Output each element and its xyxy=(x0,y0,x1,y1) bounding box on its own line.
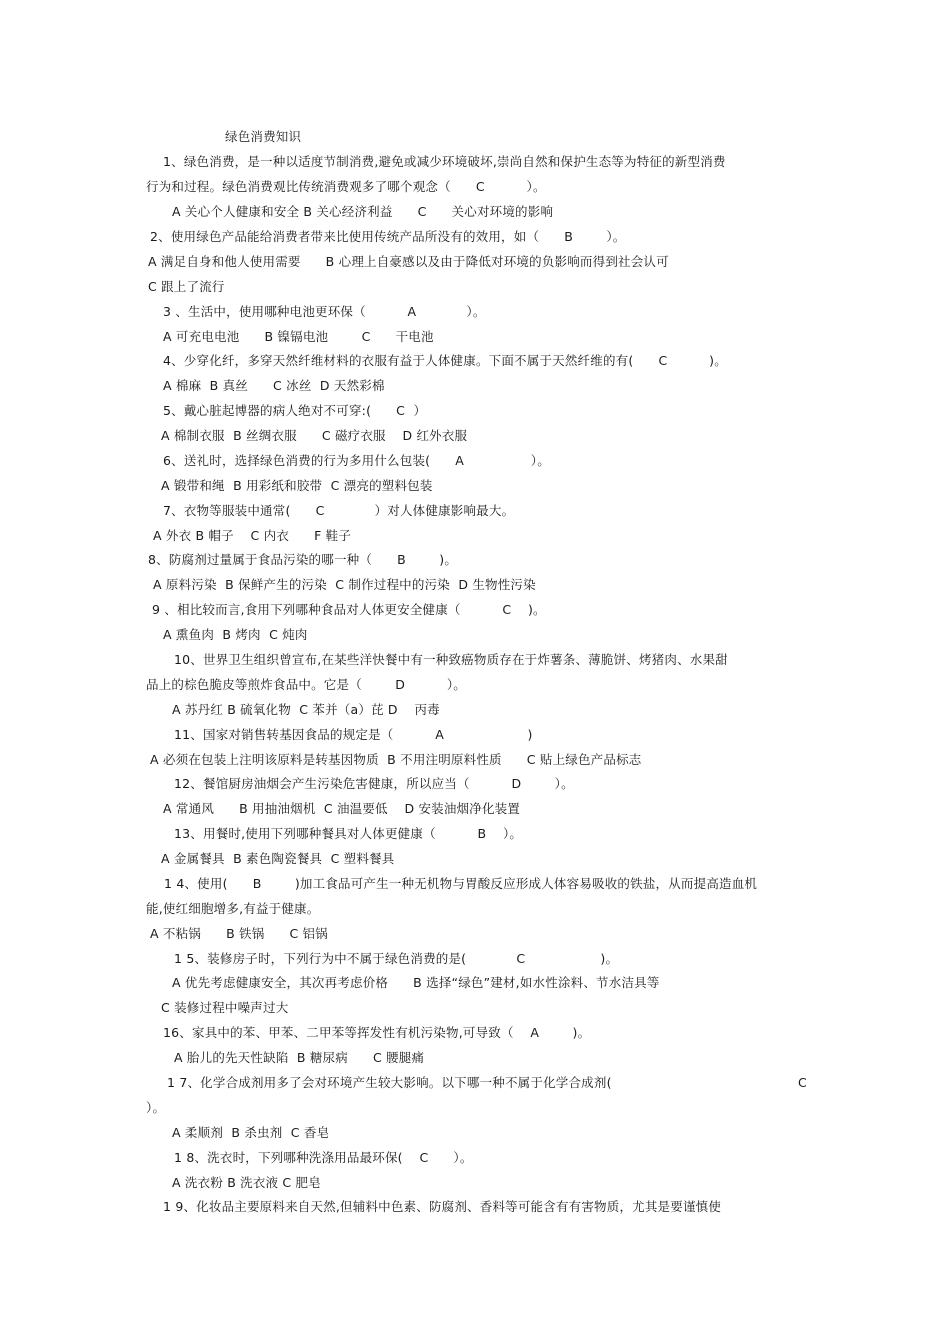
q1-options: A 关心个人健康和安全 B 关心经济利益 C 关心对环境的影响 xyxy=(172,204,554,219)
q2-options-cont: C 跟上了流行 xyxy=(148,279,225,294)
q17-answer: C xyxy=(798,1075,807,1090)
q4-line-1: 4、少穿化纤，多穿天然纤维材料的衣服有益于人体健康。下面不属于天然纤维的有( C )。 xyxy=(163,353,727,368)
document-title: 绿色消费知识 xyxy=(225,129,302,144)
q7-options: A 外衣 B 帽子 C 内衣 F 鞋子 xyxy=(153,528,352,543)
q11-options: A 必须在包装上注明该原料是转基因物质 B 不用注明原料性质 C 贴上绿色产品标志 xyxy=(150,752,642,767)
q9-options: A 熏鱼肉 B 烤肉 C 炖肉 xyxy=(163,627,308,642)
q15-line-1: 1 5、装修房子时，下列行为中不属于绿色消费的是( C )。 xyxy=(174,951,619,966)
q10-line-1: 10、世界卫生组织曾宣布,在某些洋快餐中有一种致癌物质存在于炸薯条、薄脆饼、烤猪肉、水果甜 xyxy=(174,652,728,667)
q4-options: A 棉麻 B 真丝 C 冰丝 D 天然彩棉 xyxy=(163,378,385,393)
q17-line-2: ）。 xyxy=(146,1100,166,1115)
q7-line-1: 7、衣物等服装中通常( C ）对人体健康影响最大。 xyxy=(163,503,515,518)
q2-line-1: 2、使用绿色产品能给消费者带来比使用传统产品所没有的效用，如（ B ）。 xyxy=(150,229,626,244)
q14-line-1: 1 4、使用( B )加工食品可产生一种无机物与胃酸反应形成人体容易吸收的铁盐，从而提高造血机 xyxy=(164,876,758,891)
q3-options: A 可充电电池 B 镍镉电池 C 干电池 xyxy=(163,329,434,344)
q8-line-1: 8、防腐剂过量属于食品污染的哪一种（ B )。 xyxy=(148,552,458,567)
q18-line-1: 1 8、洗衣时，下列哪种洗涤用品最环保( C ）。 xyxy=(174,1150,473,1165)
q17-line-1: 1 7、化学合成剂用多了会对环境产生较大影响。以下哪一种不属于化学合成剂( xyxy=(167,1075,612,1090)
q14-line-2: 能,使红细胞增多,有益于健康。 xyxy=(146,901,320,916)
q12-options: A 常通风 B 用抽油烟机 C 油温要低 D 安装油烟净化装置 xyxy=(163,801,521,816)
q11-line-1: 11、国家对销售转基因食品的规定是（ A ) xyxy=(174,727,533,742)
q5-options: A 棉制衣服 B 丝绸衣服 C 磁疗衣服 D 红外衣服 xyxy=(161,428,468,443)
q10-line-2: 品上的棕色脆皮等煎炸食品中。它是（ D ）。 xyxy=(146,677,466,692)
q6-line-1: 6、送礼时，选择绿色消费的行为多用什么包装( A ）。 xyxy=(163,453,550,468)
q18-options: A 洗衣粉 B 洗衣液 C 肥皂 xyxy=(172,1175,321,1190)
q15-options-cont: C 装修过程中噪声过大 xyxy=(161,1000,289,1015)
q16-line-1: 16、家具中的苯、甲苯、二甲苯等挥发性有机污染物,可导致（ A )。 xyxy=(163,1025,591,1040)
q15-options: A 优先考虑健康安全，其次再考虑价格 B 选择“绿色”建材,如水性涂料、节水洁具等 xyxy=(172,975,660,990)
q16-options: A 胎儿的先天性缺陷 B 糖尿病 C 腰腿痛 xyxy=(174,1050,425,1065)
q13-options: A 金属餐具 B 素色陶瓷餐具 C 塑料餐具 xyxy=(161,851,395,866)
q10-options: A 苏丹红 B 硫氧化物 C 苯并（a）芘 D 丙毒 xyxy=(172,702,440,717)
q3-line-1: 3 、生活中，使用哪种电池更环保（ A ）。 xyxy=(163,304,486,319)
q8-options: A 原料污染 B 保鲜产生的污染 C 制作过程中的污染 D 生物性污染 xyxy=(153,577,536,592)
q19-line-1: 1 9、化妆品主要原料来自天然,但辅料中色素、防腐剂、香料等可能含有有害物质，尤其是要谨慎使 xyxy=(163,1199,722,1214)
q5-line-1: 5、戴心脏起博器的病人绝对不可穿:( C ） xyxy=(163,403,427,418)
q13-line-1: 13、用餐时,使用下列哪种餐具对人体更健康（ B ）。 xyxy=(174,826,523,841)
q2-options: A 满足自身和他人使用需要 B 心理上自豪感以及由于降低对环境的负影响而得到社会认可 xyxy=(148,254,669,269)
q1-line-1: 1、绿色消费，是一种以适度节制消费,避免或减少环境破坏,崇尚自然和保护生态等为特征的新型消费 xyxy=(163,154,726,169)
q14-options: A 不粘锅 B 铁锅 C 铝锅 xyxy=(150,926,328,941)
q1-line-2: 行为和过程。绿色消费观比传统消费观多了哪个观念（ C ）。 xyxy=(146,179,546,194)
q17-options: A 柔顺剂 B 杀虫剂 C 香皂 xyxy=(172,1125,330,1140)
q6-options: A 锻带和绳 B 用彩纸和胶带 C 漂亮的塑料包装 xyxy=(161,478,433,493)
q12-line-1: 12、餐馆厨房油烟会产生污染危害健康，所以应当（ D ）。 xyxy=(174,776,574,791)
q9-line-1: 9 、相比较而言,食用下列哪种食品对人体更安全健康（ C )。 xyxy=(152,602,546,617)
